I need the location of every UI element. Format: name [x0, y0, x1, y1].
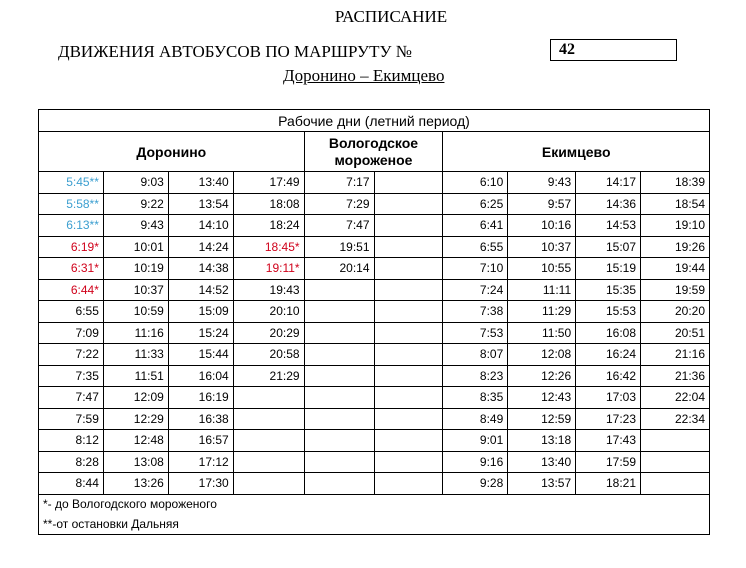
time-cell-ekimtsevo: 20:51 — [641, 322, 710, 344]
route-number-box: 42 — [550, 39, 677, 61]
time-cell-doronino: 19:11* — [233, 258, 304, 280]
time-cell-middle — [374, 408, 443, 430]
time-cell-ekimtsevo: 12:08 — [508, 344, 576, 366]
time-cell-ekimtsevo: 6:10 — [443, 172, 508, 194]
time-cell-doronino: 12:09 — [103, 387, 168, 409]
time-cell-doronino: 6:19* — [39, 236, 104, 258]
table-row — [39, 344, 710, 366]
time-cell-ekimtsevo: 12:43 — [508, 387, 576, 409]
time-cell-middle — [374, 344, 443, 366]
time-cell-doronino: 20:58 — [233, 344, 304, 366]
time-cell-doronino: 19:43 — [233, 279, 304, 301]
table-row — [39, 451, 710, 473]
time-cell-middle — [374, 215, 443, 237]
time-cell-ekimtsevo: 11:29 — [508, 301, 576, 323]
time-cell-doronino: 20:10 — [233, 301, 304, 323]
time-cell-doronino: 8:12 — [39, 430, 104, 452]
time-cell-ekimtsevo: 16:08 — [576, 322, 641, 344]
time-cell-ekimtsevo: 10:16 — [508, 215, 576, 237]
time-cell-middle — [304, 451, 374, 473]
time-cell-middle — [304, 387, 374, 409]
time-cell-middle: 20:14 — [304, 258, 374, 280]
time-cell-middle — [304, 301, 374, 323]
time-cell-middle — [374, 387, 443, 409]
time-cell-ekimtsevo: 19:44 — [641, 258, 710, 280]
table-row — [39, 387, 710, 409]
schedule-title: РАСПИСАНИЕ — [334, 7, 448, 26]
time-cell-ekimtsevo: 9:16 — [443, 451, 508, 473]
table-row — [39, 301, 710, 323]
table-row — [39, 322, 710, 344]
time-cell-ekimtsevo: 8:07 — [443, 344, 508, 366]
time-cell-doronino: 7:09 — [39, 322, 104, 344]
time-cell-middle — [374, 172, 443, 194]
time-cell-doronino — [233, 408, 304, 430]
time-cell-doronino: 9:43 — [103, 215, 168, 237]
time-cell-middle — [304, 365, 374, 387]
time-cell-doronino: 14:24 — [168, 236, 233, 258]
time-cell-ekimtsevo: 9:57 — [508, 193, 576, 215]
time-cell-middle — [304, 279, 374, 301]
time-cell-middle — [374, 430, 443, 452]
footnote: **-от остановки Дальняя — [39, 514, 710, 534]
time-cell-ekimtsevo: 9:01 — [443, 430, 508, 452]
schedule-table — [38, 109, 710, 535]
time-cell-ekimtsevo: 15:53 — [576, 301, 641, 323]
time-cell-ekimtsevo: 9:43 — [508, 172, 576, 194]
time-cell-doronino: 21:29 — [233, 365, 304, 387]
time-cell-ekimtsevo: 6:25 — [443, 193, 508, 215]
time-cell-middle — [374, 258, 443, 280]
time-cell-middle — [374, 473, 443, 495]
time-cell-doronino: 13:54 — [168, 193, 233, 215]
time-cell-ekimtsevo: 19:10 — [641, 215, 710, 237]
time-cell-doronino: 13:40 — [168, 172, 233, 194]
time-cell-middle — [304, 322, 374, 344]
time-cell-ekimtsevo: 8:35 — [443, 387, 508, 409]
time-cell-doronino: 10:19 — [103, 258, 168, 280]
time-cell-doronino: 13:08 — [103, 451, 168, 473]
time-cell-middle — [304, 408, 374, 430]
time-cell-ekimtsevo: 16:42 — [576, 365, 641, 387]
time-cell-doronino: 14:52 — [168, 279, 233, 301]
time-cell-ekimtsevo: 10:55 — [508, 258, 576, 280]
time-cell-ekimtsevo: 14:17 — [576, 172, 641, 194]
table-row — [39, 408, 710, 430]
time-cell-doronino — [233, 430, 304, 452]
time-cell-ekimtsevo: 21:16 — [641, 344, 710, 366]
time-cell-ekimtsevo: 10:37 — [508, 236, 576, 258]
time-cell-ekimtsevo: 17:23 — [576, 408, 641, 430]
time-cell-ekimtsevo — [641, 451, 710, 473]
table-row — [39, 193, 710, 215]
time-cell-doronino: 6:55 — [39, 301, 104, 323]
period-header: Рабочие дни (летний период) — [39, 110, 710, 132]
table-row — [39, 215, 710, 237]
table-row — [39, 430, 710, 452]
table-row — [39, 258, 710, 280]
time-cell-doronino: 17:30 — [168, 473, 233, 495]
route-subtitle: Доронино – Екимцево — [283, 66, 445, 85]
time-cell-doronino: 11:16 — [103, 322, 168, 344]
time-cell-ekimtsevo: 17:43 — [576, 430, 641, 452]
time-cell-doronino: 11:51 — [103, 365, 168, 387]
time-cell-doronino: 7:59 — [39, 408, 104, 430]
time-cell-doronino: 5:58** — [39, 193, 104, 215]
time-cell-doronino: 12:29 — [103, 408, 168, 430]
time-cell-ekimtsevo: 13:57 — [508, 473, 576, 495]
time-cell-doronino: 18:24 — [233, 215, 304, 237]
time-cell-doronino: 10:37 — [103, 279, 168, 301]
time-cell-doronino: 7:47 — [39, 387, 104, 409]
time-cell-doronino: 17:49 — [233, 172, 304, 194]
table-row — [39, 236, 710, 258]
time-cell-doronino: 6:13** — [39, 215, 104, 237]
time-cell-doronino: 15:09 — [168, 301, 233, 323]
time-cell-middle: 7:47 — [304, 215, 374, 237]
time-cell-ekimtsevo: 12:26 — [508, 365, 576, 387]
time-cell-middle — [374, 236, 443, 258]
time-cell-ekimtsevo: 7:38 — [443, 301, 508, 323]
time-cell-doronino: 16:57 — [168, 430, 233, 452]
time-cell-ekimtsevo — [641, 473, 710, 495]
time-cell-ekimtsevo: 12:59 — [508, 408, 576, 430]
time-cell-middle: 7:29 — [304, 193, 374, 215]
time-cell-doronino: 16:38 — [168, 408, 233, 430]
time-cell-doronino: 18:08 — [233, 193, 304, 215]
stop-header-doronino: Доронино — [39, 132, 305, 172]
footnote: *- до Вологодского мороженого — [39, 494, 710, 514]
table-row — [39, 365, 710, 387]
time-cell-doronino: 18:45* — [233, 236, 304, 258]
time-cell-doronino: 8:28 — [39, 451, 104, 473]
time-cell-ekimtsevo: 18:54 — [641, 193, 710, 215]
time-cell-ekimtsevo: 15:35 — [576, 279, 641, 301]
time-cell-ekimtsevo: 21:36 — [641, 365, 710, 387]
time-cell-ekimtsevo: 13:18 — [508, 430, 576, 452]
time-cell-middle — [374, 301, 443, 323]
table-row — [39, 172, 710, 194]
time-cell-ekimtsevo: 7:53 — [443, 322, 508, 344]
time-cell-doronino: 15:24 — [168, 322, 233, 344]
time-cell-ekimtsevo: 11:11 — [508, 279, 576, 301]
time-cell-middle — [374, 322, 443, 344]
time-cell-doronino: 9:03 — [103, 172, 168, 194]
time-cell-middle — [304, 430, 374, 452]
stop-header-ekimtsevo: Екимцево — [443, 132, 710, 172]
time-cell-doronino: 13:26 — [103, 473, 168, 495]
time-cell-ekimtsevo: 22:04 — [641, 387, 710, 409]
time-cell-doronino: 17:12 — [168, 451, 233, 473]
time-cell-middle — [304, 344, 374, 366]
time-cell-doronino: 14:10 — [168, 215, 233, 237]
time-cell-middle — [374, 365, 443, 387]
time-cell-doronino — [233, 387, 304, 409]
time-cell-doronino: 10:01 — [103, 236, 168, 258]
time-cell-ekimtsevo — [641, 430, 710, 452]
time-cell-ekimtsevo: 6:41 — [443, 215, 508, 237]
time-cell-doronino: 15:44 — [168, 344, 233, 366]
time-cell-ekimtsevo: 7:10 — [443, 258, 508, 280]
time-cell-doronino — [233, 451, 304, 473]
time-cell-ekimtsevo: 15:19 — [576, 258, 641, 280]
time-cell-doronino — [233, 473, 304, 495]
time-cell-ekimtsevo: 18:21 — [576, 473, 641, 495]
time-cell-middle: 19:51 — [304, 236, 374, 258]
time-cell-doronino: 9:22 — [103, 193, 168, 215]
table-row — [39, 279, 710, 301]
time-cell-doronino: 16:19 — [168, 387, 233, 409]
time-cell-ekimtsevo: 17:59 — [576, 451, 641, 473]
time-cell-ekimtsevo: 11:50 — [508, 322, 576, 344]
time-cell-ekimtsevo: 20:20 — [641, 301, 710, 323]
time-cell-doronino: 6:44* — [39, 279, 104, 301]
route-label: ДВИЖЕНИЯ АВТОБУСОВ ПО МАРШРУТУ № — [58, 42, 412, 61]
time-cell-ekimtsevo: 6:55 — [443, 236, 508, 258]
time-cell-middle — [374, 279, 443, 301]
time-cell-ekimtsevo: 8:49 — [443, 408, 508, 430]
table-row — [39, 473, 710, 495]
time-cell-ekimtsevo: 14:53 — [576, 215, 641, 237]
time-cell-doronino: 6:31* — [39, 258, 104, 280]
time-cell-ekimtsevo: 7:24 — [443, 279, 508, 301]
time-cell-doronino: 7:22 — [39, 344, 104, 366]
time-cell-middle — [374, 451, 443, 473]
time-cell-doronino: 5:45** — [39, 172, 104, 194]
time-cell-doronino: 14:38 — [168, 258, 233, 280]
time-cell-ekimtsevo: 14:36 — [576, 193, 641, 215]
time-cell-ekimtsevo: 15:07 — [576, 236, 641, 258]
time-cell-ekimtsevo: 19:59 — [641, 279, 710, 301]
time-cell-doronino: 12:48 — [103, 430, 168, 452]
time-cell-middle — [374, 193, 443, 215]
time-cell-doronino: 11:33 — [103, 344, 168, 366]
time-cell-ekimtsevo: 13:40 — [508, 451, 576, 473]
time-cell-doronino: 7:35 — [39, 365, 104, 387]
time-cell-ekimtsevo: 22:34 — [641, 408, 710, 430]
time-cell-ekimtsevo: 8:23 — [443, 365, 508, 387]
time-cell-middle: 7:17 — [304, 172, 374, 194]
time-cell-middle — [304, 473, 374, 495]
time-cell-doronino: 8:44 — [39, 473, 104, 495]
time-cell-doronino: 10:59 — [103, 301, 168, 323]
time-cell-ekimtsevo: 19:26 — [641, 236, 710, 258]
time-cell-doronino: 20:29 — [233, 322, 304, 344]
time-cell-doronino: 16:04 — [168, 365, 233, 387]
time-cell-ekimtsevo: 9:28 — [443, 473, 508, 495]
time-cell-ekimtsevo: 18:39 — [641, 172, 710, 194]
stop-header-middle: Вологодское мороженое — [304, 132, 443, 172]
time-cell-ekimtsevo: 17:03 — [576, 387, 641, 409]
time-cell-ekimtsevo: 16:24 — [576, 344, 641, 366]
